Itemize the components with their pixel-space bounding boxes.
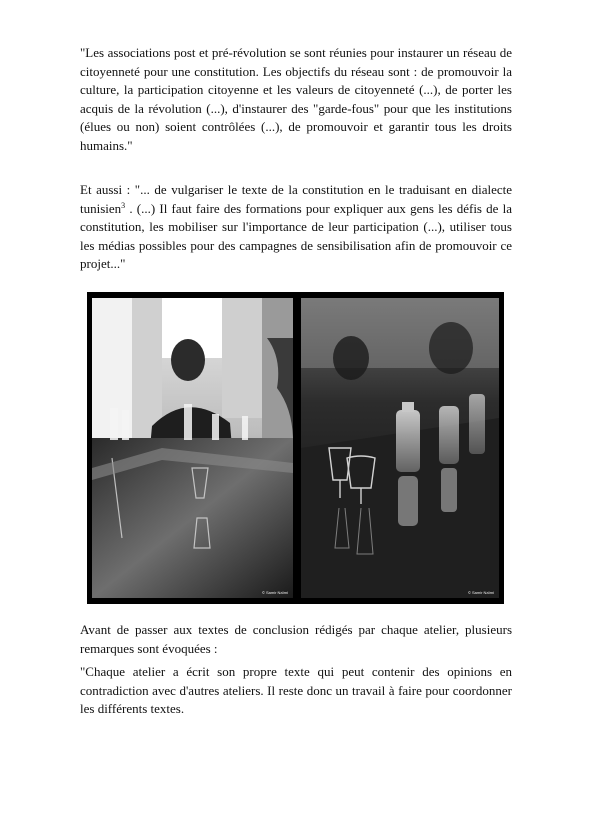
- photo-right-image: [301, 298, 499, 598]
- photo-credit-left: © Samir Naïmi: [261, 590, 288, 595]
- photo-left-image: [92, 298, 293, 598]
- paragraph-text-part-1: Et aussi : "... de vulgariser le texte de la constitution en le traduisant en dialecte tunisien: [80, 182, 512, 216]
- footnote-marker: 3: [121, 200, 126, 210]
- body-paragraph-atelier: "Chaque atelier a écrit son propre texte qui peut contenir des opinions en contradiction avec d'autres ateliers. Il reste donc un travail à faire pour coordonner les différents textes.: [80, 664, 512, 717]
- photo-table-bottles: [301, 298, 499, 598]
- paragraph-text-part-2: . (...) Il faut faire des formations pour expliquer aux gens les défis de la constitution, les mobiliser sur l'importance de leur participation (...), utiliser tous les médias possibles pour des campagnes de sensibilisation afin de promouvoir ce projet...": [80, 200, 512, 272]
- body-paragraph-transition: Avant de passer aux textes de conclusion rédigés par chaque atelier, plusieurs remarques sont évoquées :: [80, 622, 512, 656]
- body-paragraph-vulgariser: [80, 181, 512, 274]
- photo-meeting-participant: [92, 298, 293, 598]
- body-paragraph-associations: "Les associations post et pré-révolution se sont réunies pour instaurer un réseau de citoyenneté pour une constitution. Les objectifs du réseau sont : de promouvoir la culture, la participation citoyenne et les valeurs de citoyenneté (...), de porter les acquis de la révolution (...), d'instaurer des "garde-fous" pour que les institutions (élues ou non) soient contrôlées (...), de promouvoir et garantir tous les droits humains.": [80, 45, 512, 153]
- photo-credit-right: © Samir Naïmi: [467, 590, 494, 595]
- photo-frame: [87, 292, 504, 604]
